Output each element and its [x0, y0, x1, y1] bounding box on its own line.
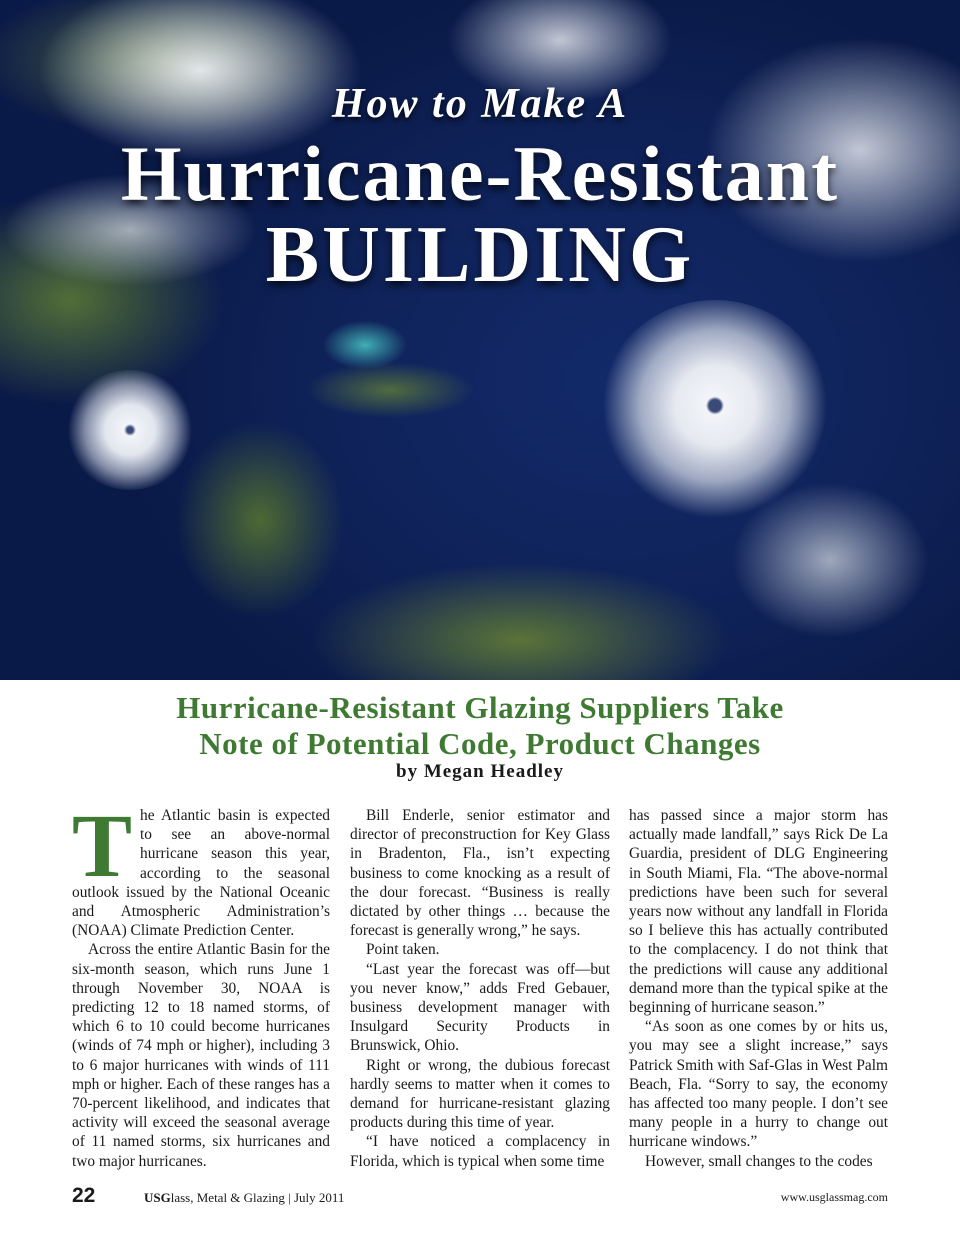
drop-cap: T — [72, 806, 133, 896]
paragraph: However, small changes to the codes — [645, 1152, 873, 1170]
hurricane-west — [65, 370, 195, 490]
publication-brand: USG — [144, 1190, 171, 1205]
paragraph: Point taken. — [366, 941, 440, 959]
deck-line-1: Hurricane-Resistant Glazing Suppliers Take — [176, 690, 784, 725]
paragraph: has passed since a major storm has actually made landfall,” says Rick De La Guardia, president of DLG Engineering in South Miami, Fla. “The above-normal predictions have been such for several years now without any landfall in Florida so I believe this has actually contributed to the complacency. I do not think that the predictions will cause any additional demand more than the typical spike at the beginning of hurricane season.” — [629, 807, 888, 1017]
paragraph: Bill Enderle, senior estimator and director of preconstruction for Key Glass in Bradenton, Fla., isn’t expecting business to come knocking as a result of the dour forecast. “Business is really dictated by other things … because the forecast is generally wrong,” he says. — [350, 807, 610, 940]
publication-name: lass, Metal & Glazing — [170, 1190, 285, 1205]
paragraph: Across the entire Atlantic Basin for the six-month season, which runs June 1 through November 30, NOAA is predicting 12 to 18 named storms, of which 6 to 10 could become hurricanes (winds of 74 mph or higher), including 3 to 6 major hurricanes with winds of 111 mph or higher. Each of these ranges has a 70-percent likelihood, and indicates that activity will exceed the seasonal average of 11 named storms, six hurricanes and two major hurricanes. — [72, 941, 330, 1170]
page-number: 22 — [72, 1184, 96, 1207]
page-footer — [72, 1184, 888, 1208]
publication-info — [144, 1190, 344, 1206]
deck-line-2: Note of Potential Code, Product Changes — [199, 726, 761, 761]
paragraph-text: he Atlantic basin is expected to see an above-normal hurricane season this year, according to the seasonal outlook issued by the National Oceanic and Atmospheric Administration’s (NOAA) Climate Prediction Center. — [72, 807, 330, 940]
footer-separator: | — [288, 1190, 291, 1205]
byline: by Megan Headley — [396, 761, 564, 782]
paragraph: Right or wrong, the dubious forecast hardly seems to matter when it comes to demand for hurricane-resistant glazing products during this time of year. — [350, 1056, 610, 1132]
paragraph: “I have noticed a complacency in Florida, which is typical when some time — [350, 1133, 610, 1170]
article-deck — [0, 690, 960, 762]
article-column-2 — [350, 806, 610, 1170]
hero-subtitle: BUILDING — [265, 211, 695, 299]
paragraph — [72, 806, 330, 940]
hero-title: Hurricane-Resistant — [120, 130, 840, 217]
article-column-1 — [72, 806, 330, 1170]
hurricane-east — [600, 300, 830, 520]
paragraph: “As soon as one comes by or hits us, you may see a slight increase,” says Patrick Smith with Saf-Glas in West Palm Beach, Fla. “Sorry to say, the economy has affected too many people. I don’t see many people in a hurry to change out hurricane windows.” — [629, 1018, 888, 1151]
article-column-3 — [629, 806, 888, 1170]
paragraph: “Last year the forecast was off—but you never know,” adds Fred Gebauer, business development manager with Insulgard Security Products in Brunswick, Ohio. — [350, 960, 610, 1055]
hero-kicker: How to Make A — [331, 81, 629, 127]
issue-date: July 2011 — [293, 1190, 345, 1205]
website-url: www.usglassmag.com — [780, 1190, 888, 1204]
